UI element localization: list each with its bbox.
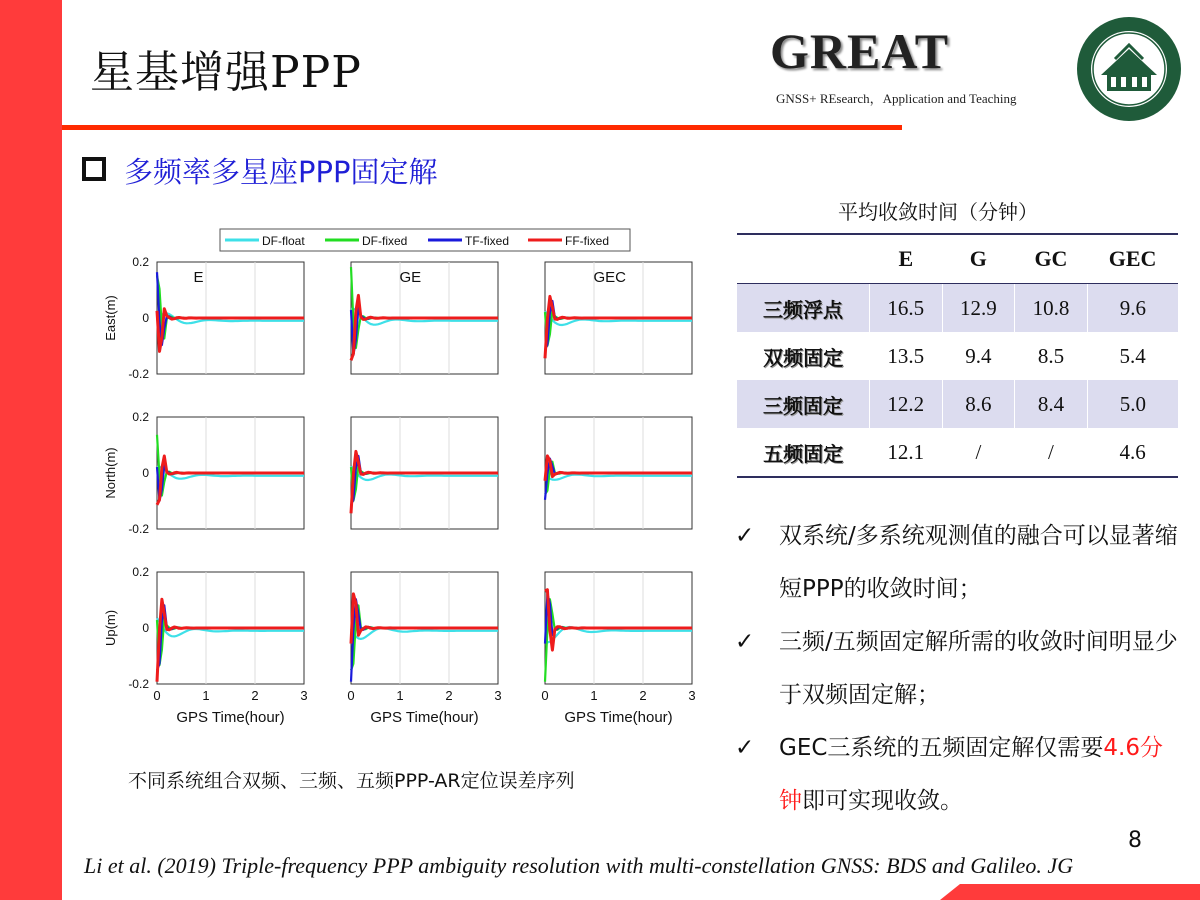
x-tick-label: 2 bbox=[445, 688, 453, 703]
list-item bbox=[735, 510, 1185, 616]
row-label: 双频固定 bbox=[763, 345, 844, 370]
row-label: 三频浮点 bbox=[737, 284, 870, 333]
y-axis-label: North(m) bbox=[103, 447, 118, 499]
chart-svg bbox=[95, 225, 715, 745]
table-row bbox=[737, 332, 1178, 380]
bullet-text: 双系统/多系统观测值的融合可以显著缩短PPP的收敛时间； bbox=[779, 523, 1178, 602]
checkmark-icon: ✓ bbox=[735, 629, 755, 655]
list-item bbox=[735, 722, 1185, 828]
table-cell: 16.5 bbox=[870, 284, 943, 333]
table-cell: 12.9 bbox=[942, 284, 1015, 333]
table-cell: / bbox=[1015, 428, 1088, 477]
university-seal-icon bbox=[1075, 15, 1183, 123]
table-cell: 9.6 bbox=[1087, 284, 1178, 333]
table-header-row bbox=[737, 234, 1178, 284]
table-cell: 4.6 bbox=[1087, 428, 1178, 477]
bullet-text: GEC三系统的五频固定解仅需要 bbox=[779, 735, 1104, 761]
page-number: 8 bbox=[1128, 828, 1142, 853]
great-logo-tagline: GNSS+ REsearch，Application and Teaching bbox=[776, 91, 1017, 106]
x-tick-label: 0 bbox=[347, 688, 355, 703]
y-tick-label: -0.2 bbox=[128, 367, 149, 381]
y-tick-label: 0.2 bbox=[132, 255, 149, 269]
table-header-gec: GEC bbox=[1087, 234, 1178, 284]
left-accent-bar bbox=[0, 0, 62, 900]
y-tick-label: -0.2 bbox=[128, 522, 149, 536]
table-header-g: G bbox=[942, 234, 1015, 284]
slide-title: 星基增强PPP bbox=[90, 47, 362, 98]
table-row bbox=[737, 380, 1178, 428]
table-cell: 8.4 bbox=[1015, 380, 1088, 428]
square-bullet-icon bbox=[82, 157, 106, 181]
convergence-time-table bbox=[737, 233, 1178, 478]
bullet-text-end: 即可实现收敛。 bbox=[802, 788, 963, 814]
x-tick-label: 3 bbox=[300, 688, 308, 703]
legend-label: FF-fixed bbox=[565, 234, 610, 248]
y-tick-label: 0 bbox=[142, 621, 149, 635]
table-cell: 10.8 bbox=[1015, 284, 1088, 333]
bullet-text: 三频/五频固定解所需的收敛时间明显少于双频固定解； bbox=[779, 629, 1178, 708]
x-tick-label: 2 bbox=[639, 688, 647, 703]
table-cell: 12.2 bbox=[870, 380, 943, 428]
table-row bbox=[737, 284, 1178, 333]
table-header-empty bbox=[737, 234, 870, 284]
table-cell: 12.1 bbox=[870, 428, 943, 477]
x-tick-label: 3 bbox=[688, 688, 696, 703]
table-cell: / bbox=[942, 428, 1015, 477]
row-label: 三频固定 bbox=[737, 380, 870, 428]
x-tick-label: 0 bbox=[153, 688, 161, 703]
figure-caption: 不同系统组合双频、三频、五频PPP-AR定位误差序列 bbox=[128, 770, 575, 792]
y-tick-label: 0.2 bbox=[132, 410, 149, 424]
table-header-gc: GC bbox=[1015, 234, 1088, 284]
citation: Li et al. (2019) Triple-frequency PPP ambiguity resolution with multi-constellation GNSS: BDS and Galileo. JG bbox=[84, 853, 1074, 878]
table-cell: 8.5 bbox=[1037, 343, 1065, 368]
y-tick-label: 0 bbox=[142, 466, 149, 480]
table-cell: 5.4 bbox=[1119, 343, 1146, 368]
table-cell: 5.0 bbox=[1087, 380, 1178, 428]
table-title: 平均收敛时间（分钟） bbox=[838, 200, 1038, 224]
panel-title: GEC bbox=[593, 269, 627, 286]
list-item bbox=[735, 616, 1185, 722]
table-header-e: E bbox=[870, 234, 943, 284]
section-heading bbox=[82, 150, 437, 191]
table-cell: 8.6 bbox=[942, 380, 1015, 428]
title-divider bbox=[62, 125, 902, 130]
x-tick-label: 3 bbox=[494, 688, 502, 703]
legend-label: TF-fixed bbox=[465, 234, 510, 248]
bottom-decoration bbox=[920, 884, 1200, 900]
ppp-ar-error-chart bbox=[95, 225, 715, 745]
x-tick-label: 2 bbox=[251, 688, 259, 703]
y-tick-label: -0.2 bbox=[128, 677, 149, 691]
checkmark-icon: ✓ bbox=[735, 523, 755, 549]
x-axis-label: GPS Time(hour) bbox=[370, 709, 479, 726]
table-cell: 9.4 bbox=[965, 343, 992, 368]
y-tick-label: 0 bbox=[142, 311, 149, 325]
panel-title: E bbox=[193, 269, 204, 286]
great-logo: GREAT bbox=[770, 23, 950, 79]
x-tick-label: 1 bbox=[590, 688, 598, 703]
y-tick-label: 0.2 bbox=[132, 565, 149, 579]
x-tick-label: 1 bbox=[202, 688, 210, 703]
highlight-value: 4.6分钟 bbox=[779, 735, 1163, 814]
row-label: 五频固定 bbox=[737, 428, 870, 477]
section-heading-text: 多频率多星座PPP固定解 bbox=[124, 155, 438, 189]
findings-list bbox=[735, 510, 1185, 828]
x-tick-label: 0 bbox=[541, 688, 549, 703]
x-axis-label: GPS Time(hour) bbox=[564, 709, 673, 726]
y-axis-label: Up(m) bbox=[103, 609, 118, 647]
panel-title: GE bbox=[399, 269, 422, 286]
legend-label: DF-float bbox=[262, 234, 305, 248]
table-row bbox=[737, 428, 1178, 477]
x-tick-label: 1 bbox=[396, 688, 404, 703]
legend-label: DF-fixed bbox=[362, 234, 408, 248]
table-cell: 13.5 bbox=[887, 343, 925, 368]
y-axis-label: East(m) bbox=[103, 295, 118, 341]
checkmark-icon: ✓ bbox=[735, 735, 755, 761]
x-axis-label: GPS Time(hour) bbox=[176, 709, 285, 726]
